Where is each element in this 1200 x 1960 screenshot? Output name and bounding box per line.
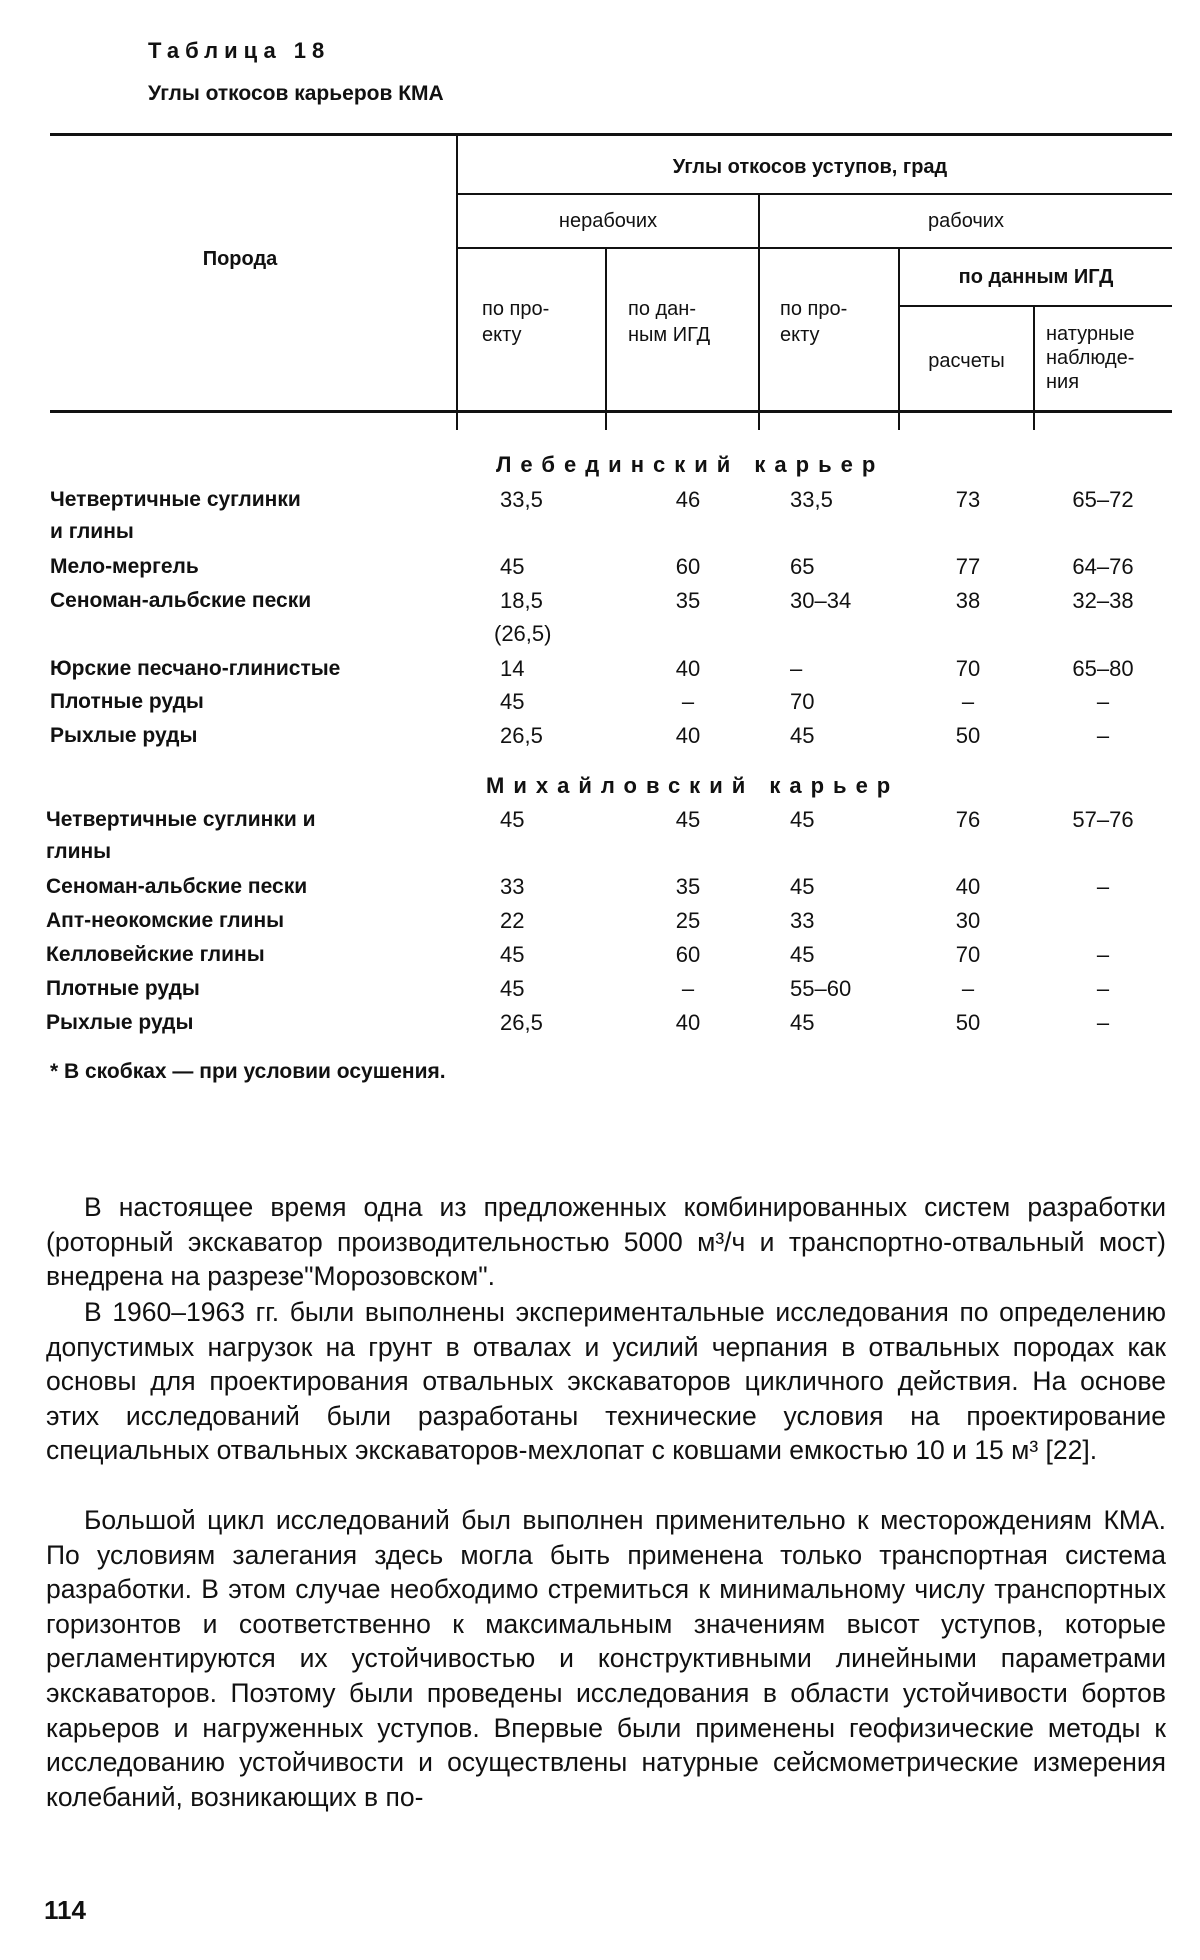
paragraph-3 bbox=[46, 1503, 1166, 1814]
cell-nonworking-igd: 40 bbox=[675, 1010, 701, 1035]
cell-nonworking-project: 33 bbox=[500, 874, 525, 899]
cell-nonworking-igd: 45 bbox=[675, 807, 701, 832]
cell-working-field: 57–76 bbox=[1072, 807, 1134, 832]
header-rock: Порода bbox=[202, 248, 278, 270]
cell-working-project: 70 bbox=[790, 689, 815, 714]
cell-nonworking-igd: 46 bbox=[675, 487, 701, 512]
cell-working-field: – bbox=[1096, 689, 1110, 714]
cell-working-calc: 77 bbox=[955, 554, 981, 579]
cell-nonworking-project: 45 bbox=[500, 807, 525, 832]
paragraph-2-text: В 1960–1963 гг. были выполнены экспериментальные исследования по определению допустимых нагрузок на грунт в отвалах и усилий черпания в отвальных породах как основы для проектирования отвальных экскаваторов цикличного действия. На основе этих исследований были разработаны технические условия на проектирование специальных отвальных экскаваторов-мехлопат с ковшами емкостью 10 и 15 м³ [22]. bbox=[46, 1297, 1166, 1466]
cell-nonworking-igd: 40 bbox=[675, 656, 701, 681]
table-number: Таблица 18 bbox=[148, 38, 331, 63]
header-nonworking: нерабочих bbox=[558, 210, 658, 232]
header-working: рабочих bbox=[928, 210, 1004, 232]
cell-rock: Плотные руды bbox=[46, 977, 200, 1000]
cell-rock-continuation: глины bbox=[46, 840, 112, 863]
table-title: Углы откосов карьеров КМА bbox=[148, 82, 444, 105]
cell-working-field: 65–72 bbox=[1072, 487, 1134, 512]
paragraph-1-text: В настоящее время одна из предложенных комбинированных систем разработки (роторный экскаватор производительностью 5000 м³/ч и транспортно-отвальный мост) внедрена на разрезе"Морозовском". bbox=[46, 1192, 1166, 1292]
cell-rock: Рыхлые руды bbox=[46, 1011, 194, 1034]
header-by-igd-2: по данным ИГД bbox=[958, 266, 1114, 288]
cell-working-project: 33 bbox=[790, 908, 815, 933]
table-footnote: * В скобках — при условии осушения. bbox=[50, 1060, 446, 1083]
cell-working-field: – bbox=[1096, 723, 1110, 748]
cell-working-calc: 38 bbox=[955, 588, 981, 613]
cell-nonworking-igd: 60 bbox=[675, 554, 701, 579]
cell-nonworking-igd: 35 bbox=[675, 874, 701, 899]
header-angles: Углы откосов уступов, град bbox=[672, 156, 948, 178]
cell-nonworking-project: 45 bbox=[500, 942, 525, 967]
cell-nonworking-project: 22 bbox=[500, 908, 525, 933]
cell-working-field: – bbox=[1096, 874, 1110, 899]
cell-nonworking-project-drained: (26,5) bbox=[494, 621, 552, 646]
cell-working-field: 32–38 bbox=[1072, 588, 1134, 613]
cell-working-calc: 50 bbox=[955, 1010, 981, 1035]
cell-working-project: 33,5 bbox=[790, 487, 833, 512]
header-vline-2 bbox=[605, 249, 607, 430]
cell-nonworking-igd: 25 bbox=[675, 908, 701, 933]
cell-working-project: 65 bbox=[790, 554, 815, 579]
cell-working-project: 30–34 bbox=[790, 588, 852, 613]
cell-working-project: 55–60 bbox=[790, 976, 852, 1001]
header-hline-angles bbox=[458, 193, 1172, 195]
cell-nonworking-igd: 35 bbox=[675, 588, 701, 613]
paragraph-3-text: Большой цикл исследований был выполнен применительно к месторождениям КМА. По условиям залегания здесь могла быть применена только транспортная система разработки. В этом случае необходимо стремиться к минимальному числу транспортных горизонтов и соответственно к максимальным значениям высот уступов, которые регламентируются их устойчивостью и конструктивными линейными параметрами экскаваторов. Поэтому были проведены исследования в области устойчивости бортов карьеров и нагруженных уступов. Впервые были применены геофизические методы к исследованию устойчивости и осуществлены натурные сейсмометрические измерения колебаний, возникающих в по- bbox=[46, 1505, 1166, 1812]
cell-working-project: 45 bbox=[790, 723, 815, 748]
cell-working-field: – bbox=[1096, 976, 1110, 1001]
header-by-project-1: по про- екту bbox=[482, 298, 550, 346]
page-number: 114 bbox=[44, 1895, 86, 1925]
cell-nonworking-project: 45 bbox=[500, 689, 525, 714]
cell-working-field: – bbox=[1096, 1010, 1110, 1035]
cell-working-project: 45 bbox=[790, 874, 815, 899]
cell-rock: Мело-мергель bbox=[50, 555, 199, 578]
cell-working-field: 65–80 bbox=[1072, 656, 1134, 681]
cell-working-field: – bbox=[1096, 942, 1110, 967]
paragraph-1 bbox=[46, 1190, 1166, 1294]
cell-rock: Плотные руды bbox=[50, 690, 204, 713]
paragraph-2 bbox=[46, 1295, 1166, 1468]
header-hline-igd bbox=[900, 305, 1172, 307]
cell-rock: Четвертичные суглинки bbox=[50, 488, 301, 511]
header-hline-subgroups bbox=[458, 247, 1172, 249]
cell-rock: Апт-неокомские глины bbox=[46, 909, 285, 932]
cell-nonworking-project: 18,5 bbox=[500, 588, 543, 613]
cell-working-calc: 76 bbox=[955, 807, 981, 832]
cell-nonworking-project: 33,5 bbox=[500, 487, 543, 512]
cell-rock: Четвертичные суглинки и bbox=[46, 808, 316, 831]
cell-working-calc: – bbox=[961, 976, 975, 1001]
cell-rock: Сеноман-альбские пески bbox=[50, 589, 312, 612]
cell-rock: Юрские песчано-глинистые bbox=[50, 657, 341, 680]
section-title-lebedinsky: Лебединский карьер bbox=[496, 452, 885, 477]
cell-nonworking-project: 45 bbox=[500, 976, 525, 1001]
header-field-observations: натурные наблюде- ния bbox=[1046, 323, 1135, 393]
cell-nonworking-igd: – bbox=[681, 976, 695, 1001]
cell-nonworking-project: 45 bbox=[500, 554, 525, 579]
cell-working-calc: 73 bbox=[955, 487, 981, 512]
header-by-igd-1: по дан- ным ИГД bbox=[628, 298, 711, 346]
cell-working-field: 64–76 bbox=[1072, 554, 1134, 579]
cell-working-calc: 70 bbox=[955, 656, 981, 681]
cell-working-calc: 70 bbox=[955, 942, 981, 967]
cell-working-project: 45 bbox=[790, 1010, 815, 1035]
cell-working-calc: 50 bbox=[955, 723, 981, 748]
cell-working-calc: 30 bbox=[955, 908, 981, 933]
cell-nonworking-igd: 60 bbox=[675, 942, 701, 967]
header-vline-1 bbox=[456, 136, 458, 430]
section-title-mikhailovsky: Михайловский карьер bbox=[486, 773, 900, 798]
cell-working-calc: 40 bbox=[955, 874, 981, 899]
cell-nonworking-igd: – bbox=[681, 689, 695, 714]
cell-working-project: 45 bbox=[790, 807, 815, 832]
cell-nonworking-igd: 40 bbox=[675, 723, 701, 748]
cell-rock: Сеноман-альбские пески bbox=[46, 875, 308, 898]
cell-working-calc: – bbox=[961, 689, 975, 714]
cell-working-project: – bbox=[790, 656, 803, 681]
cell-rock-continuation: и глины bbox=[50, 520, 134, 543]
header-calculations: расчеты bbox=[928, 350, 1005, 372]
cell-nonworking-project: 14 bbox=[500, 656, 525, 681]
cell-nonworking-project: 26,5 bbox=[500, 723, 543, 748]
cell-rock: Келловейские глины bbox=[46, 943, 265, 966]
cell-nonworking-project: 26,5 bbox=[500, 1010, 543, 1035]
cell-working-project: 45 bbox=[790, 942, 815, 967]
header-by-project-2: по про- екту bbox=[780, 298, 848, 346]
cell-rock: Рыхлые руды bbox=[50, 724, 198, 747]
table-top-rule bbox=[50, 133, 1172, 136]
header-bottom-rule bbox=[50, 410, 1172, 413]
